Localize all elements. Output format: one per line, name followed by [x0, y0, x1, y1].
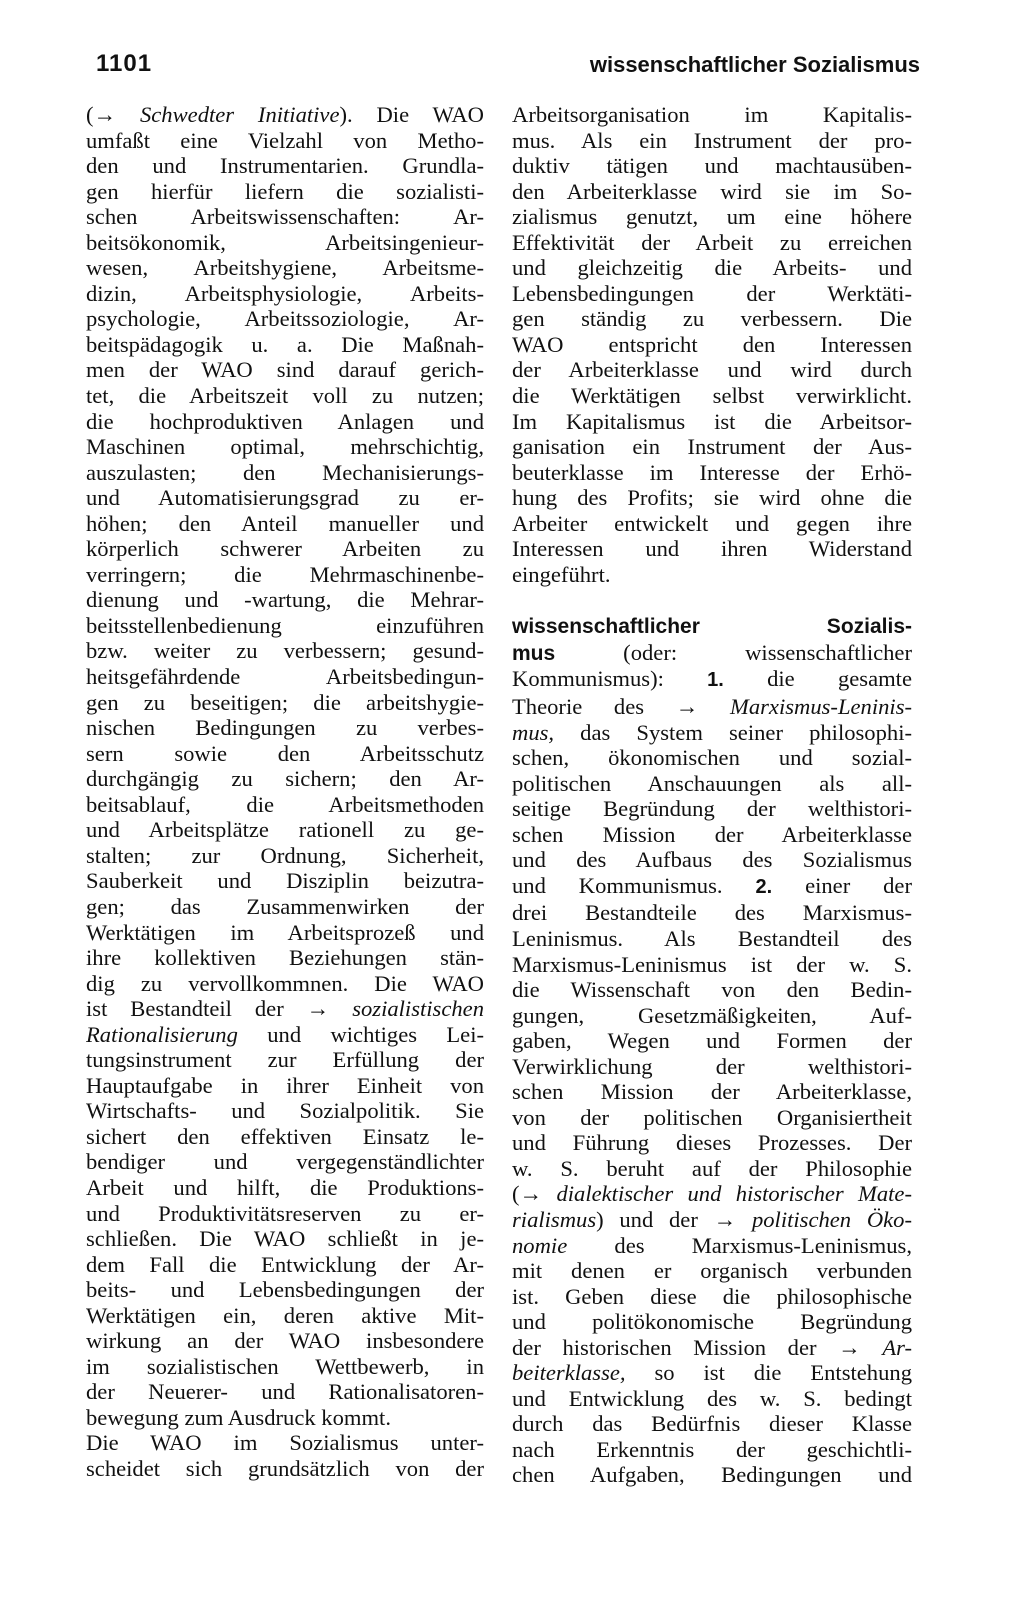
text-line: die Werktätigen selbst verwirklicht.: [512, 383, 912, 409]
text-line: schen, ökonomischen und sozial-: [512, 745, 912, 771]
text-line: dienung und -wartung, die Mehrar-: [86, 587, 484, 613]
text-line: verringern; die Mehrmaschinenbe-: [86, 561, 484, 587]
text-line: Verwirklichung der welthistori-: [512, 1053, 912, 1079]
text-line: eingeführt.: [512, 561, 611, 587]
text-line: Theorie des → Marxismus-Leninis-: [512, 694, 912, 720]
text-line: beiterklasse, so ist die Entstehung: [512, 1360, 912, 1386]
text-line: gen zu beseitigen; die arbeitshygie-: [86, 689, 484, 715]
text-line: (→ Schwedter Initiative). Die WAO: [86, 102, 484, 127]
text-line: WAO entspricht den Interessen: [512, 331, 912, 357]
page-number: 1101: [96, 50, 153, 77]
text-line: zialismus genutzt, um eine höhere: [512, 204, 912, 230]
entry-headword-line: [512, 613, 912, 640]
text-line: Werktätigen ein, deren aktive Mit-: [86, 1302, 484, 1328]
text-line: ihre kollektiven Beziehungen stän-: [86, 945, 484, 971]
text-line: Leninismus. Als Bestandteil des: [512, 925, 912, 951]
text-line: und gleichzeitig die Arbeits- und: [512, 255, 912, 281]
text-line: Lebensbedingungen der Werktäti-: [512, 280, 912, 306]
text-line: wirkung an der WAO insbesondere: [86, 1328, 484, 1354]
text-line: dem Fall die Entwicklung der Ar-: [86, 1251, 484, 1277]
text-line: stalten; zur Ordnung, Sicherheit,: [86, 842, 484, 868]
text-line: gaben, Wegen und Formen der: [512, 1028, 912, 1054]
text-line: schen Mission der Arbeiterklasse: [512, 821, 912, 847]
cross-reference: mus,: [512, 719, 555, 745]
cross-reference: nomie: [512, 1232, 568, 1258]
text-line: den Arbeiterklasse wird sie im So-: [512, 178, 912, 204]
text-line: gungen, Gesetzmäßigkeiten, Auf-: [512, 1002, 912, 1028]
text-line: bendiger und vergegenständlichter: [86, 1149, 484, 1175]
text-line: gen; das Zusammenwirken der: [86, 893, 484, 919]
text-line: seitige Begründung der welthistori-: [512, 796, 912, 822]
text-line: Arbeitsorganisation im Kapitalis-: [512, 102, 912, 127]
text-line: scheidet sich grundsätzlich von der: [86, 1455, 484, 1481]
text-line: chen Aufgaben, Bedingungen und: [512, 1462, 912, 1488]
text-line: heitsgefährdende Arbeitsbedingun-: [86, 664, 484, 690]
text-line: und Produktivitätsreserven zu er-: [86, 1200, 484, 1226]
text-line: von der politischen Organisiertheit: [512, 1104, 912, 1130]
text-line: den und Instrumentarien. Grundla-: [86, 153, 484, 179]
text-line: bzw. weiter zu verbessern; gesund-: [86, 638, 484, 664]
text-line: beuterklasse im Interesse der Erhö-: [512, 459, 912, 485]
text-line: rialismus) und der → politischen Öko-: [512, 1206, 912, 1232]
text-line: duktiv tätigen und machtausüben-: [512, 153, 912, 179]
text-line: bewegung zum Ausdruck kommt.: [86, 1404, 391, 1430]
text-line: Interessen und ihren Widerstand: [512, 536, 912, 562]
cross-reference: Ar-: [882, 1334, 912, 1360]
text-line: beits- und Lebensbedingungen der: [86, 1277, 484, 1303]
text-line: sern sowie den Arbeitsschutz: [86, 740, 484, 766]
text-line: Effektivität der Arbeit zu erreichen: [512, 229, 912, 255]
text-line: Werktätigen im Arbeitsprozeß und: [86, 919, 484, 945]
text-line: men der WAO sind darauf gerich-: [86, 357, 484, 383]
text-line: beitsstellenbedienung einzuführen: [86, 612, 484, 638]
text-line: dizin, Arbeitsphysiologie, Arbeits-: [86, 280, 484, 306]
text-line: höhen; den Anteil manueller und: [86, 510, 484, 536]
text-line: hung des Profits; sie wird ohne die: [512, 485, 912, 511]
text-line: tungsinstrument zur Erfüllung der: [86, 1047, 484, 1073]
text-line: durch das Bedürfnis dieser Klasse: [512, 1411, 912, 1437]
text-line: beitsablauf, die Arbeitsmethoden: [86, 791, 484, 817]
text-line: Im Kapitalismus ist die Arbeitsor-: [512, 408, 912, 434]
text-line: die hochproduktiven Anlagen und: [86, 408, 484, 434]
left-column: [86, 102, 484, 1482]
text-line: beitspädagogik u. a. Die Maßnah-: [86, 331, 484, 357]
text-line: dig zu vervollkommnen. Die WAO: [86, 970, 484, 996]
text-line: im sozialistischen Wettbewerb, in: [86, 1353, 484, 1379]
text-line: gen hierfür liefern die sozialisti-: [86, 178, 484, 204]
text-line: mus. Als ein Instrument der pro-: [512, 127, 912, 153]
text-line: der Arbeiterklasse und wird durch: [512, 357, 912, 383]
text-line: politischen Anschauungen als all-: [512, 770, 912, 796]
text-line: nomie des Marxismus-Leninismus,: [512, 1232, 912, 1258]
entry-headword-continued: mus: [512, 641, 556, 665]
text-line: w. S. beruht auf der Philosophie: [512, 1155, 912, 1181]
text-line: ist Bestandteil der → sozialistischen: [86, 996, 484, 1022]
text-line: Arbeiter entwickelt und gegen ihre: [512, 510, 912, 536]
running-head: wissenschaftlicher Sozialismus: [589, 52, 920, 77]
text-line: ist. Geben diese die philosophische: [512, 1283, 912, 1309]
text-line: schließen. Die WAO schließt in je-: [86, 1226, 484, 1252]
text-line: Kommunismus): 1. die gesamte: [512, 666, 912, 692]
cross-reference: beiterklasse,: [512, 1360, 626, 1386]
cross-reference: rialismus: [512, 1206, 597, 1232]
text-line: wesen, Arbeitshygiene, Arbeitsme-: [86, 255, 484, 281]
text-line: und Entwicklung des w. S. bedingt: [512, 1385, 912, 1411]
text-line: Arbeit und hilft, die Produktions-: [86, 1174, 484, 1200]
text-line: Rationalisierung und wichtiges Lei-: [86, 1021, 484, 1047]
sense-number-2: 2.: [755, 875, 773, 898]
cross-reference: politischen Öko-: [751, 1206, 912, 1232]
text-line: nach Erkenntnis der geschichtli-: [512, 1436, 912, 1462]
cross-reference: dialektischer und historischer Mate-: [556, 1181, 912, 1207]
text-line: psychologie, Arbeitssoziologie, Ar-: [86, 306, 484, 332]
text-line: auszulasten; den Mechanisierungs-: [86, 459, 484, 485]
text-line: ganisation ein Instrument der Aus-: [512, 434, 912, 460]
text-line: Maschinen optimal, mehrschichtig,: [86, 434, 484, 460]
text-line: Hauptaufgabe in ihrer Einheit von: [86, 1072, 484, 1098]
text-line: (→ dialektischer und historischer Mate-: [512, 1181, 912, 1207]
text-line: umfaßt eine Vielzahl von Metho-: [86, 127, 484, 153]
text-line: schen Arbeitswissenschaften: Ar-: [86, 204, 484, 230]
text-line: mit denen er organisch verbunden: [512, 1258, 912, 1284]
right-column: [512, 102, 912, 1488]
text-line: beitsökonomik, Arbeitsingenieur-: [86, 229, 484, 255]
text-line: und des Aufbaus des Sozialismus: [512, 847, 912, 873]
text-line: Wirtschafts- und Sozialpolitik. Sie: [86, 1098, 484, 1124]
text-line: und Führung dieses Prozesses. Der: [512, 1130, 912, 1156]
text-line: gen ständig zu verbessern. Die: [512, 306, 912, 332]
text-line: und Arbeitsplätze rationell zu ge-: [86, 817, 484, 843]
sense-number-1: 1.: [707, 669, 724, 692]
text-line: und Automatisierungsgrad zu er-: [86, 485, 484, 511]
cross-reference: Marxismus-Leninis-: [730, 694, 912, 720]
text-line: mus (oder: wissenschaftlicher: [512, 639, 912, 665]
text-line: Die WAO im Sozialismus unter-: [86, 1430, 484, 1456]
text-line: Marxismus-Leninismus ist der w. S.: [512, 951, 912, 977]
text-line: sichert den effektiven Einsatz le-: [86, 1123, 484, 1149]
text-line: der Neuerer- und Rationalisatoren-: [86, 1379, 484, 1405]
text-line: durchgängig zu sichern; den Ar-: [86, 766, 484, 792]
text-line: mus, das System seiner philosophi-: [512, 719, 912, 745]
text-line: der historischen Mission der → Ar-: [512, 1334, 912, 1360]
text-line: die Wissenschaft von den Bedin-: [512, 977, 912, 1003]
text-line: Sauberkeit und Disziplin beizutra-: [86, 868, 484, 894]
paragraph-gap: [512, 587, 912, 613]
text-line: tet, die Arbeitszeit voll zu nutzen;: [86, 383, 484, 409]
text-line: und Kommunismus. 2. einer der: [512, 872, 912, 898]
text-line: und politökonomische Begründung: [512, 1309, 912, 1335]
text-line: körperlich schwerer Arbeiten zu: [86, 536, 484, 562]
text-line: schen Mission der Arbeiterklasse,: [512, 1079, 912, 1105]
text-line: nischen Bedingungen zu verbes-: [86, 715, 484, 741]
entry-headword: wissenschaftlicher Sozialis-: [512, 615, 912, 639]
text-line: drei Bestandteile des Marxismus-: [512, 900, 912, 926]
